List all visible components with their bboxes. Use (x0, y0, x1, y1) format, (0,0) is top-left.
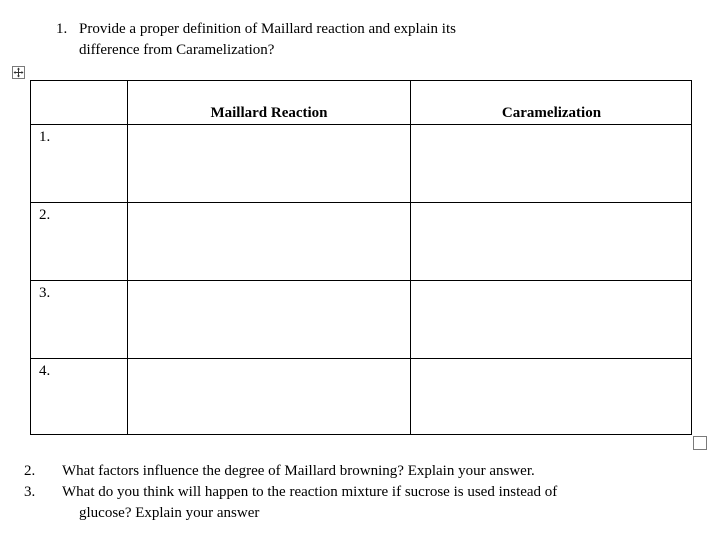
cell-row2-maillard[interactable] (128, 203, 410, 280)
answer-table (30, 80, 692, 435)
question-3-text-line2: glucose? Explain your answer (79, 505, 260, 521)
question-3-text-line1: What do you think will happen to the reaction mixture if sucrose is used instead of (62, 484, 558, 500)
cell-row3-maillard[interactable] (128, 281, 410, 358)
header-maillard-reaction[interactable]: Maillard Reaction (210, 105, 328, 121)
cell-row4-maillard[interactable] (128, 359, 410, 434)
table-move-icon[interactable] (12, 66, 25, 79)
cell-row2-caramelization[interactable] (411, 203, 692, 280)
table-resize-icon[interactable] (693, 436, 707, 450)
row-label-4[interactable]: 4. (39, 363, 51, 379)
header-cell-empty[interactable] (31, 81, 127, 124)
row-label-2[interactable]: 2. (39, 207, 51, 223)
question-1-text-line2: difference from Caramelization? (79, 42, 275, 58)
cell-row1-maillard[interactable] (128, 125, 410, 202)
cell-row1-caramelization[interactable] (411, 125, 692, 202)
cell-row4-caramelization[interactable] (411, 359, 692, 434)
question-2-number: 2. (24, 463, 36, 479)
row-label-1[interactable]: 1. (39, 129, 51, 145)
question-1-number: 1. (56, 21, 68, 37)
header-caramelization[interactable]: Caramelization (501, 105, 602, 121)
question-1-text-line1: Provide a proper definition of Maillard reaction and explain its (79, 21, 456, 37)
question-3-number: 3. (24, 484, 36, 500)
question-2-text: What factors influence the degree of Maillard browning? Explain your answer. (62, 463, 535, 479)
row-label-3[interactable]: 3. (39, 285, 51, 301)
cell-row3-caramelization[interactable] (411, 281, 692, 358)
